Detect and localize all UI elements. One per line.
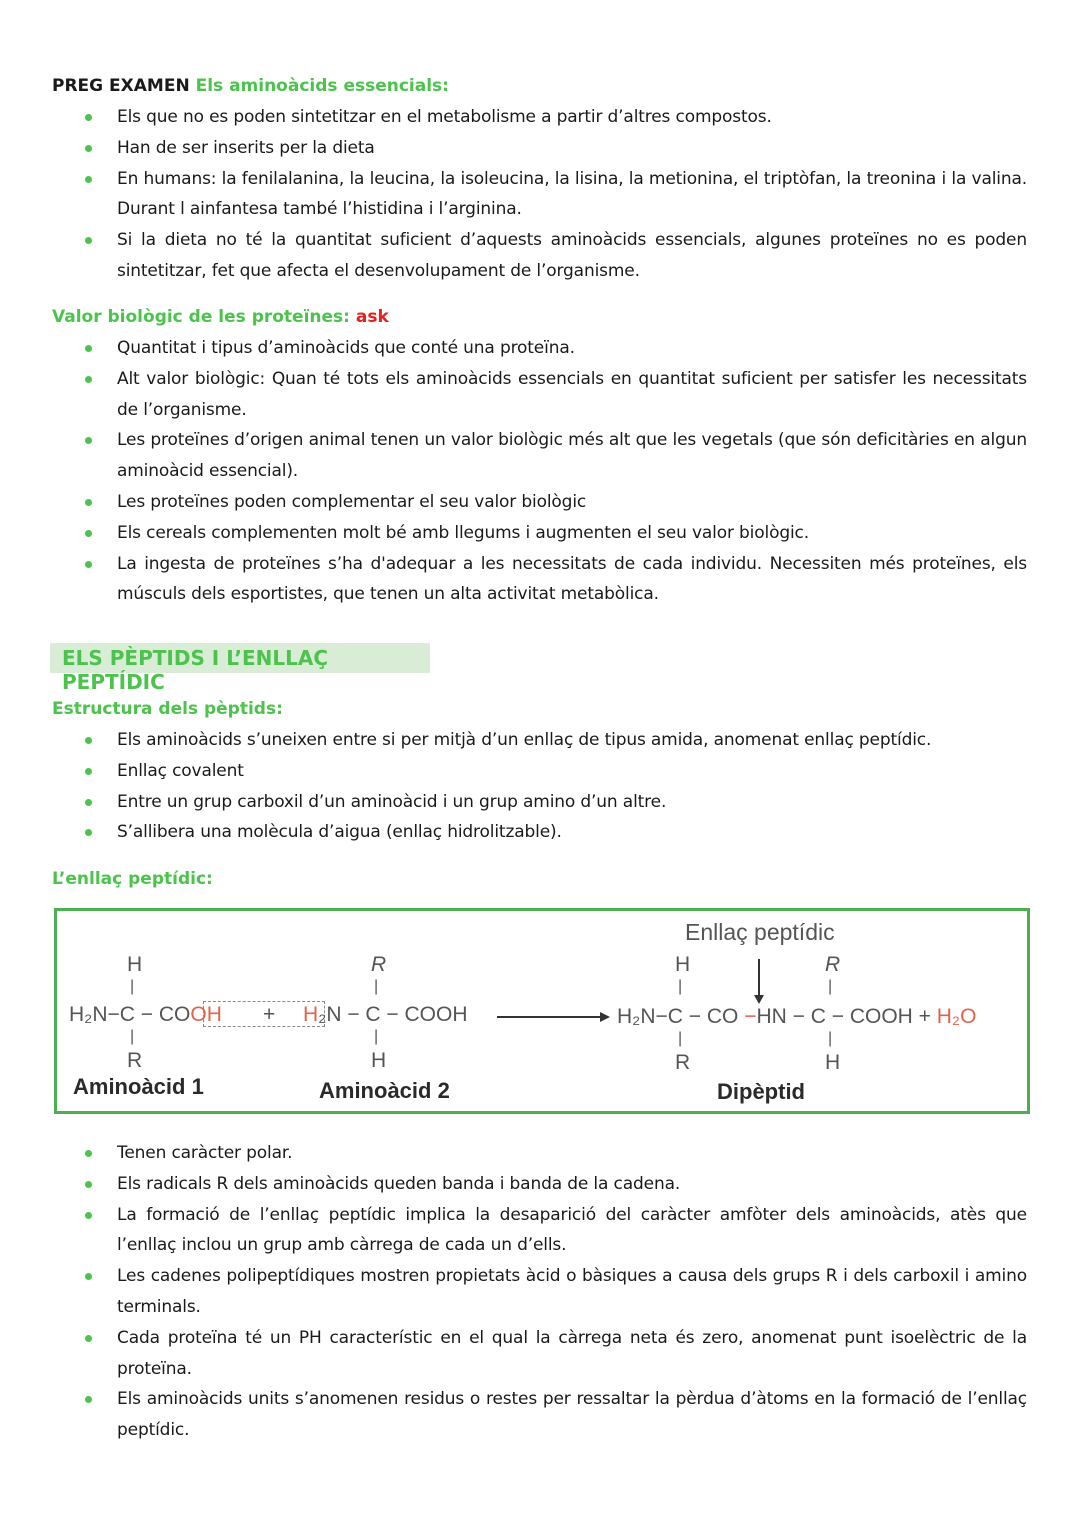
r-group: R bbox=[371, 953, 387, 976]
estructura-list bbox=[52, 725, 1027, 848]
aa2-text: ₂N − C − COOH bbox=[318, 1003, 468, 1026]
aminoacid-2-label: Aminoàcid 2 bbox=[319, 1078, 450, 1103]
valor-list bbox=[52, 333, 1027, 610]
valor-heading bbox=[52, 302, 1027, 333]
essentials-title: Els aminoàcids essencials: bbox=[195, 76, 449, 96]
h-atom: H bbox=[127, 953, 143, 976]
aminoacid-1-label: Aminoàcid 1 bbox=[73, 1074, 204, 1099]
list-item: Han de ser inserits per la dieta bbox=[52, 133, 1027, 164]
list-item: Les proteïnes d’origen animal tenen un valor biològic més alt que les vegetals (que són deficitàries en algun aminoàcid essencial). bbox=[52, 425, 1027, 487]
list-item: Les cadenes polipeptídiques mostren propietats àcid o bàsiques a causa dels grups R i dels carboxil i amino terminals. bbox=[52, 1261, 1027, 1323]
aa1-formula bbox=[69, 1003, 222, 1027]
h-atom: H bbox=[371, 1049, 387, 1072]
bond-line: | bbox=[828, 1030, 833, 1047]
peptide-bond: − bbox=[744, 1005, 757, 1028]
list-item: La formació de l’enllaç peptídic implica la desaparició del caràcter amfòter dels aminoàcids, atès que l’enllaç inclou un grup amb càrrega de cada un d’ells. bbox=[52, 1200, 1027, 1262]
list-item: En humans: la fenilalanina, la leucina, la isoleucina, la lisina, la metionina, el triptòfan, la treonina i la valina. Durant l ainfantesa també l’histidina i l’arginina. bbox=[52, 164, 1027, 226]
bond-line: | bbox=[828, 978, 833, 995]
dipeptide-label: Dipèptid bbox=[717, 1079, 805, 1104]
list-item: Les proteïnes poden complementar el seu valor biològic bbox=[52, 487, 1027, 518]
pointer-head-icon bbox=[754, 995, 764, 1004]
reaction-arrow bbox=[497, 1016, 602, 1018]
r-group: R bbox=[127, 1049, 143, 1072]
h-atom: H bbox=[675, 953, 691, 976]
list-item: Cada proteïna té un PH característic en el qual la càrrega neta és zero, anomenat punt isoelèctric de la proteïna. bbox=[52, 1323, 1027, 1385]
bond-line: | bbox=[374, 978, 379, 995]
dipeptide-formula bbox=[617, 1005, 976, 1029]
list-item: Si la dieta no té la quantitat suficient d’aquests aminoàcids essencials, algunes proteïnes no es poden sintetitzar, fet que afecta el desenvolupament de l’organisme. bbox=[52, 225, 1027, 287]
list-item: Tenen caràcter polar. bbox=[52, 1138, 1027, 1169]
ask-tag: ask bbox=[355, 307, 389, 327]
estructura-block bbox=[52, 694, 1027, 848]
section-title-bar bbox=[50, 643, 430, 694]
list-item: Enllaç covalent bbox=[52, 756, 1027, 787]
valor-title: Valor biològic de les proteïnes: bbox=[52, 307, 350, 327]
hydroxyl: OH bbox=[190, 1003, 222, 1026]
essentials-block bbox=[52, 71, 1027, 287]
estructura-heading: Estructura dels pèptids: bbox=[52, 699, 283, 719]
bond-pointer bbox=[758, 959, 760, 997]
exam-prefix: PREG EXAMEN bbox=[52, 76, 190, 96]
prod-text: H₂N−C − CO bbox=[617, 1005, 745, 1028]
aa2-formula bbox=[303, 1003, 468, 1027]
list-item: Els que no es poden sintetitzar en el metabolisme a partir d’altres compostos. bbox=[52, 102, 1027, 133]
list-item: Els aminoàcids s’uneixen entre si per mitjà d’un enllaç de tipus amida, anomenat enllaç peptídic. bbox=[52, 725, 1027, 756]
bond-line: | bbox=[130, 978, 135, 995]
list-item: La ingesta de proteïnes s’ha d'adequar a les necessitats de cada individu. Necessiten més proteïnes, els músculs dels esportistes, que tenen un alta activitat metabòlica. bbox=[52, 549, 1027, 611]
essentials-heading bbox=[52, 71, 1027, 102]
bond-label: Enllaç peptídic bbox=[685, 919, 835, 945]
list-item: Entre un grup carboxil d’un aminoàcid i un grup amino d’un altre. bbox=[52, 787, 1027, 818]
section-title: ELS PÈPTIDS I L’ENLLAÇ PEPTÍDIC bbox=[62, 646, 328, 694]
list-item: Quantitat i tipus d’aminoàcids que conté una proteïna. bbox=[52, 333, 1027, 364]
aa1-text: H₂N−C − CO bbox=[69, 1003, 191, 1026]
enllac-block bbox=[52, 1138, 1027, 1446]
r-group: R bbox=[675, 1051, 691, 1074]
valor-block bbox=[52, 302, 1027, 610]
list-item: Els cereals complementen molt bé amb llegums i augmenten el seu valor biològic. bbox=[52, 518, 1027, 549]
enllac-list bbox=[52, 1138, 1027, 1446]
bond-line: | bbox=[678, 978, 683, 995]
bond-line: | bbox=[374, 1028, 379, 1045]
bond-line: | bbox=[678, 1030, 683, 1047]
amino-h: H bbox=[303, 1003, 319, 1026]
list-item: Els radicals R dels aminoàcids queden banda i banda de la cadena. bbox=[52, 1169, 1027, 1200]
prod-text-2: HN − C − COOH + bbox=[756, 1005, 931, 1028]
essentials-list bbox=[52, 102, 1027, 287]
water: H₂O bbox=[936, 1005, 977, 1028]
r-group: R bbox=[825, 953, 841, 976]
h-atom: H bbox=[825, 1051, 841, 1074]
plus-sign: + bbox=[263, 1003, 276, 1026]
list-item: Alt valor biològic: Quan té tots els aminoàcids essencials en quantitat suficient per satisfer les necessitats de l’organisme. bbox=[52, 364, 1027, 426]
enllac-heading: L’enllaç peptídic: bbox=[52, 869, 213, 889]
list-item: S’allibera una molècula d’aigua (enllaç hidrolitzable). bbox=[52, 817, 1027, 848]
bond-line: | bbox=[130, 1028, 135, 1045]
peptide-bond-diagram bbox=[54, 908, 1030, 1114]
enllac-heading-block bbox=[52, 864, 1027, 895]
arrow-head-icon bbox=[600, 1012, 610, 1022]
list-item: Els aminoàcids units s’anomenen residus o restes per ressaltar la pèrdua d’àtoms en la formació de l’enllaç peptídic. bbox=[52, 1384, 1027, 1446]
